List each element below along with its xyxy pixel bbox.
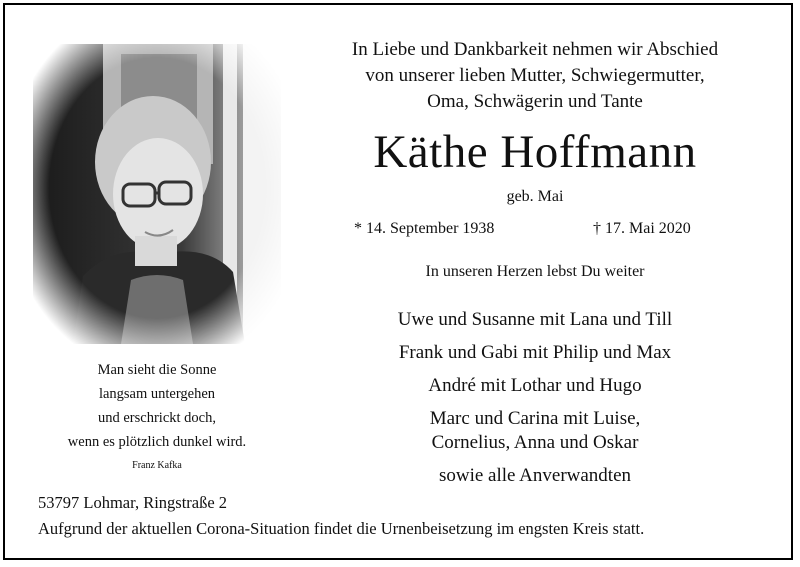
mourner-line: Frank und Gabi mit Philip und Max: [398, 342, 672, 363]
mourner-entry: [300, 464, 770, 488]
quote-line: langsam untergehen: [98, 386, 216, 402]
motto: In unseren Herzen lebst Du weiter: [425, 263, 645, 280]
birth-date: * 14. September 1938: [354, 220, 495, 237]
intro-line: Oma, Schwägerin und Tante: [427, 91, 643, 112]
mourner-entry: [300, 407, 770, 455]
mourner-entry: [300, 341, 770, 365]
quote-line: und erschrickt doch,: [98, 410, 216, 426]
quote-line: wenn es plötzlich dunkel wird.: [67, 434, 247, 450]
quote-author: Franz Kafka: [132, 460, 182, 471]
mourner-line: André mit Lothar und Hugo: [428, 375, 642, 396]
mourners-list: [300, 308, 770, 497]
mourner-line: sowie alle Anverwandten: [438, 465, 632, 486]
maiden-name: geb. Mai: [506, 188, 564, 205]
burial-notice: Aufgrund der aktuellen Corona-Situation findet die Urnenbeisetzung im engsten Kreis statt.: [38, 519, 645, 538]
quote: [22, 358, 292, 454]
mourner-line: Cornelius, Anna und Oskar: [431, 432, 639, 453]
deceased-name: Käthe Hoffmann: [373, 126, 697, 178]
quote-line: Man sieht die Sonne: [97, 362, 217, 378]
mourner-entry: [300, 308, 770, 332]
death-date: † 17. Mai 2020: [593, 220, 691, 237]
intro-text: [300, 37, 770, 115]
intro-line: In Liebe und Dankbarkeit nehmen wir Abschied: [351, 39, 719, 60]
mourner-entry: [300, 374, 770, 398]
portrait-illustration: [33, 44, 281, 344]
portrait-photo: [33, 44, 281, 344]
intro-line: von unserer lieben Mutter, Schwiegermutter,: [365, 65, 705, 86]
address: 53797 Lohmar, Ringstraße 2: [38, 493, 228, 512]
mourner-line: Marc und Carina mit Luise,: [429, 408, 641, 429]
mourner-line: Uwe und Susanne mit Lana und Till: [397, 309, 673, 330]
